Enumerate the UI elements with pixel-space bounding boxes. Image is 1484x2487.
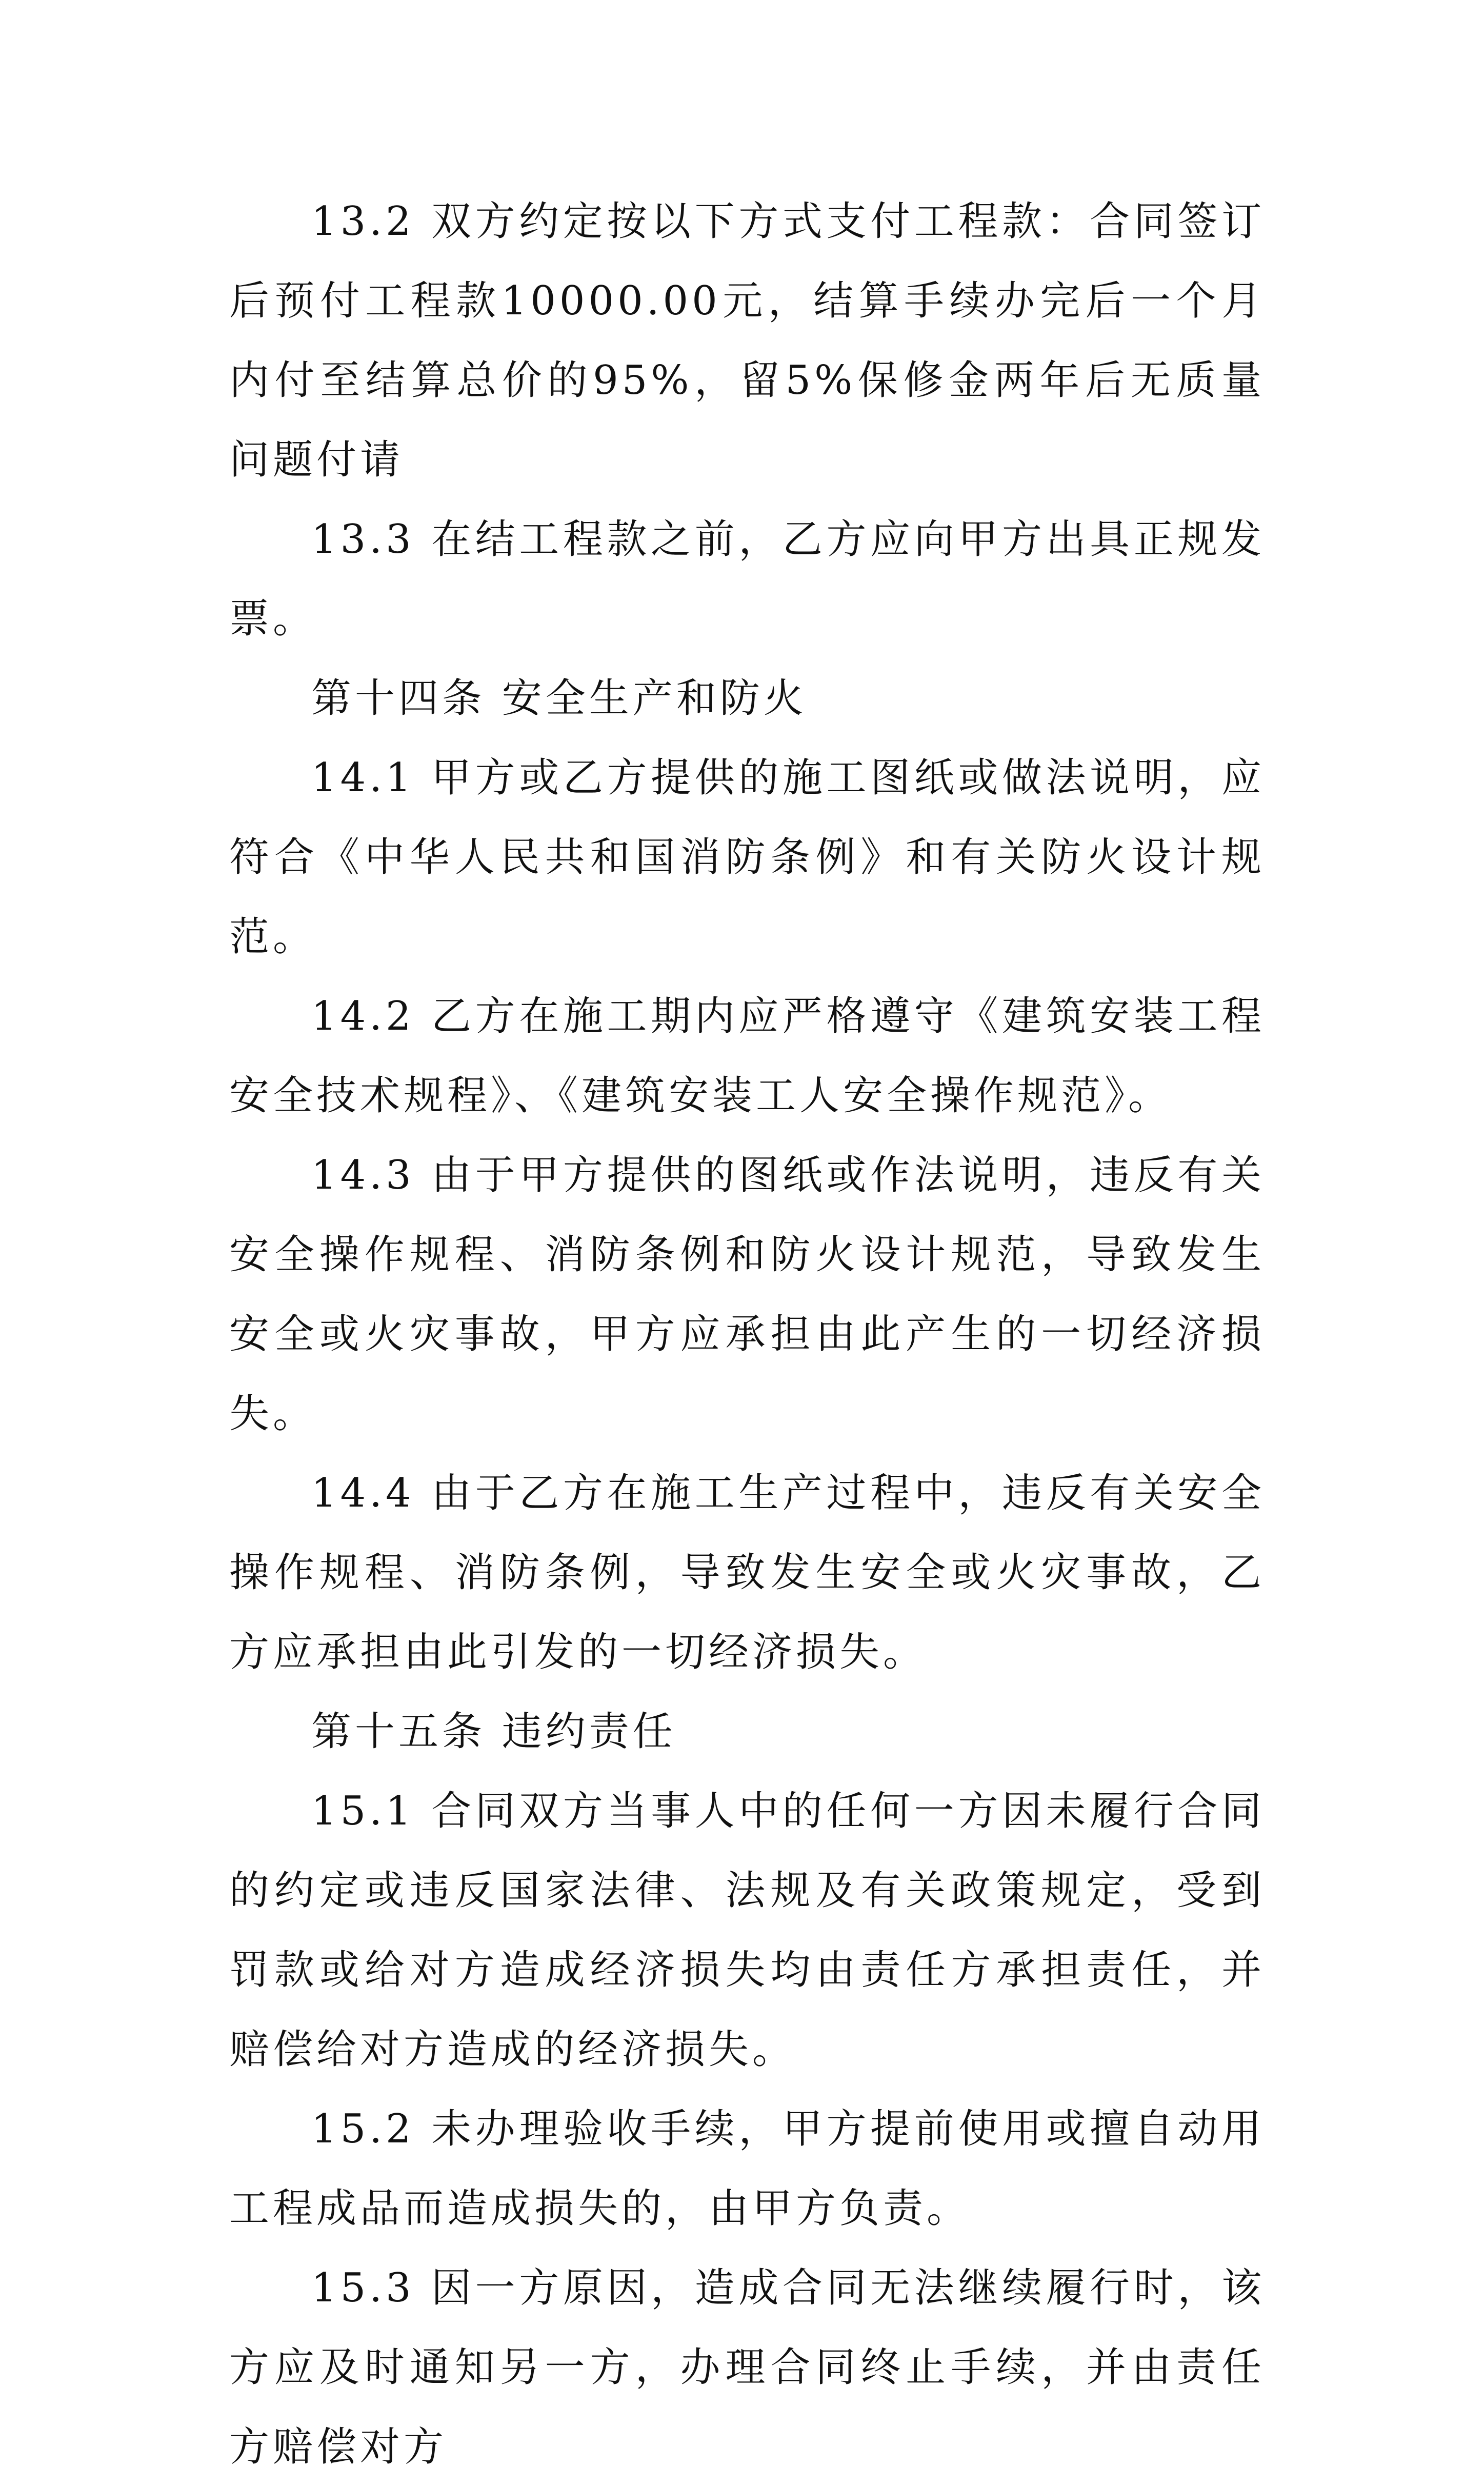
clause-14-3: 14.3 由于甲方提供的图纸或作法说明，违反有关安全操作规程、消防条例和防火设计规范，导致发生安全或火灾事故，甲方应承担由此产生的一切经济损失。: [229, 1152, 1265, 1437]
clause-15-3: 15.3 因一方原因，造成合同无法继续履行时，该方应及时通知另一方，办理合同终止手续，并由责任方赔偿对方: [229, 2265, 1265, 2470]
article-15-heading: 第十五条 违约责任: [311, 1709, 676, 1755]
document-body: [229, 182, 1265, 2487]
clause-13-2: 13.2 双方约定按以下方式支付工程款：合同签订后预付工程款10000.00元，结算手续办完后一个月内付至结算总价的95%，留5%保修金两年后无质量问题付请: [229, 198, 1265, 483]
clause-15-2: 15.2 未办理验收手续，甲方提前使用或擅自动用工程成品而造成损失的，由甲方负责。: [229, 2106, 1265, 2232]
clause-15-1: 15.1 合同双方当事人中的任何一方因未履行合同的约定或违反国家法律、法规及有关政策规定，受到罚款或给对方造成经济损失均由责任方承担责任，并赔偿给对方造成的经济损失。: [229, 1788, 1265, 2073]
clause-14-4: 14.4 由于乙方在施工生产过程中，违反有关安全操作规程、消防条例，导致发生安全或火灾事故，乙方应承担由此引发的一切经济损失。: [229, 1470, 1265, 1675]
clause-14-1: 14.1 甲方或乙方提供的施工图纸或做法说明，应符合《中华人民共和国消防条例》和有关防火设计规范。: [229, 755, 1265, 960]
clause-14-2: 14.2 乙方在施工期内应严格遵守《建筑安装工程安全技术规程》、《建筑安装工人安全操作规范》。: [229, 993, 1265, 1119]
clause-13-3: 13.3 在结工程款之前，乙方应向甲方出具正规发票。: [229, 516, 1265, 642]
article-14-heading: 第十四条 安全生产和防火: [311, 675, 807, 721]
